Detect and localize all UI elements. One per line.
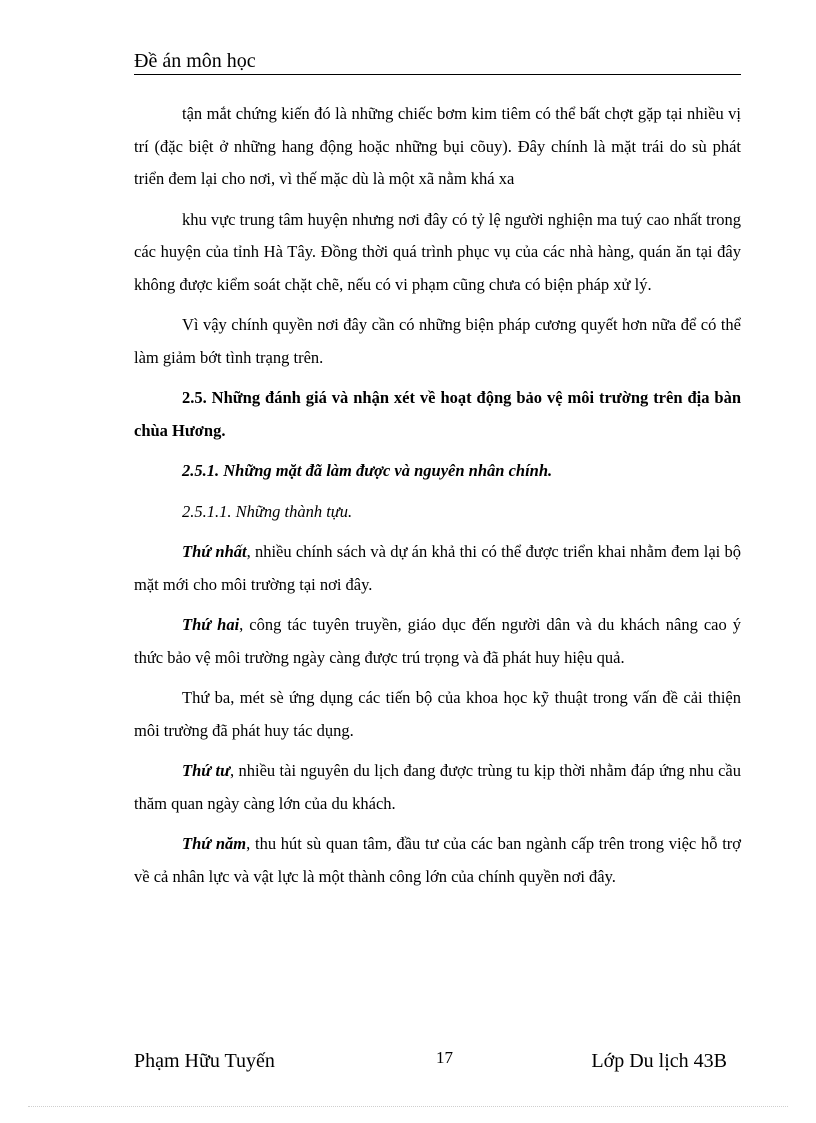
lead-second: Thứ hai: [182, 615, 240, 634]
section-heading-2-5: 2.5. Những đánh giá và nhận xét về hoạt động bảo vệ môi trường trên địa bàn chùa Hương.: [134, 388, 741, 440]
paragraph-third-point: Thứ ba, mét sè ứng dụng các tiến bộ của khoa học kỹ thuật trong vấn đề cải thiện môi trường đã phát huy tác dụng.: [134, 688, 741, 740]
footer-author: Phạm Hữu Tuyến: [134, 1050, 275, 1072]
header-title: Đề án môn học: [134, 50, 256, 72]
lead-fifth: Thứ năm: [182, 834, 247, 853]
document-body: [134, 98, 741, 901]
footer-class: Lớp Du lịch 43B: [591, 1050, 727, 1072]
paragraph-3: Vì vậy chính quyền nơi đây cần có những biện pháp cương quyết hơn nữa để có thể làm giảm bớt tình trạng trên.: [134, 315, 741, 367]
text-fifth: , thu hút sù quan tâm, đầu tư của các ban ngành cấp trên trong việc hỗ trợ về cả nhân lực và vật lực là một thành công lớn của chính quyền nơi đây.: [134, 834, 741, 886]
page-bottom-divider: [28, 1106, 788, 1107]
paragraph-first-point: [134, 536, 741, 601]
page-footer: [134, 1048, 741, 1078]
section-heading-2-5-1: 2.5.1. Những mặt đã làm được và nguyên nhân chính.: [182, 461, 553, 480]
paragraph-1: tận mắt chứng kiến đó là những chiếc bơm kim tiêm có thể bất chợt gặp tại nhiều vị trí (đặc biệt ở những hang động hoặc những bụi cõuy). Đây chính là mặt trái do sù phát triển đem lại cho nơi, vì thế mặc dù là một xã nằm khá xa: [134, 104, 741, 188]
lead-first: Thứ nhất: [182, 542, 247, 561]
paragraph-second-point: [134, 609, 741, 674]
page-header: [134, 48, 741, 75]
text-second: , công tác tuyên truyền, giáo dục đến người dân và du khách nâng cao ý thức bảo vệ môi trường ngày càng được trú trọng và đã phát huy hiệu quả.: [134, 615, 742, 667]
text-fourth: , nhiều tài nguyên du lịch đang được trùng tu kịp thời nhằm đáp ứng nhu cầu thăm quan ngày càng lớn của du khách.: [134, 761, 741, 813]
lead-fourth: Thứ tư: [182, 761, 230, 780]
paragraph-fifth-point: [134, 828, 741, 893]
section-heading-2-5-1-1: 2.5.1.1. Những thành tựu.: [182, 501, 353, 521]
page-number: 17: [436, 1048, 453, 1067]
paragraph-fourth-point: [134, 755, 741, 820]
paragraph-2: khu vực trung tâm huyện nhưng nơi đây có tỷ lệ người nghiện ma tuý cao nhất trong các huyện của tỉnh Hà Tây. Đồng thời quá trình phục vụ của các nhà hàng, quán ăn tại đây không được kiểm soát chặt chẽ, nếu có vi phạm cũng chưa có biện pháp xử lý.: [134, 209, 741, 294]
text-first: , nhiều chính sách và dự án khả thi có thể được triển khai nhằm đem lại bộ mặt mới cho môi trường tại nơi đây.: [134, 542, 742, 594]
